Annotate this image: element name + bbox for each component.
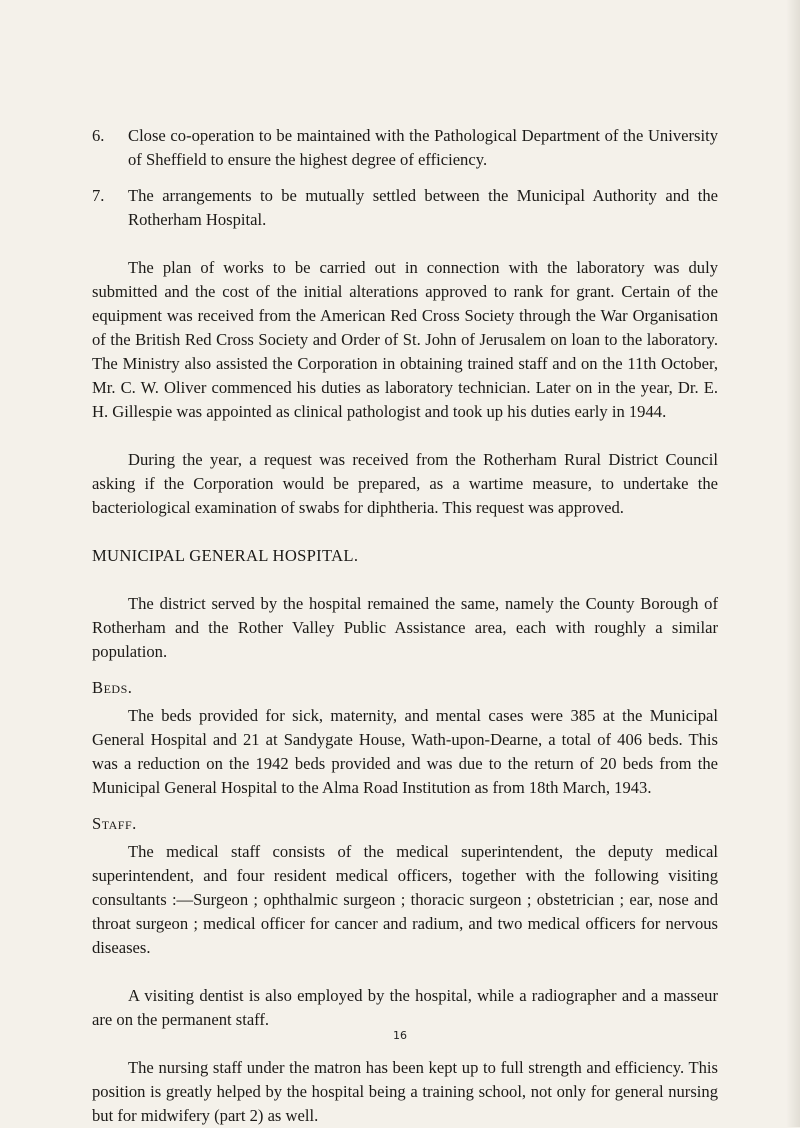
paragraph-district: The district served by the hospital remained the same, namely the County Borough of Rotherham and the Rother Valley Public Assistance area, each with roughly a similar population. [92, 594, 718, 661]
paragraph-plan: The plan of works to be carried out in connection with the laboratory was duly submitted and the cost of the initial alterations approved to rank for grant. Certain of the equipment was received from the American Red Cross Society through the War Organisation of the British Red Cross Society and Order of St. John of Jerusalem on loan to the laboratory. The Ministry also assisted the Corporation in obtaining trained staff and on the 11th October, Mr. C. W. Oliver commenced his duties as laboratory technician. Later on in the year, Dr. E. H. Gillespie was appointed as clinical pathologist and took up his duties early in 1944. [92, 258, 718, 421]
paragraph-nursing: The nursing staff under the matron has been kept up to full strength and efficiency. This position is greatly helped by the hospital being a training school, not only for general nursing but for midwifery (part 2) as well. [92, 1058, 718, 1125]
paragraph-request: During the year, a request was received from the Rotherham Rural District Council asking if the Corporation would be prepared, as a wartime measure, to undertake the bacteriological examination of swabs for diphtheria. This request was approved. [92, 450, 718, 517]
paragraph-staff: The medical staff consists of the medical superintendent, the deputy medical superintendent, and four resident medical officers, together with the following visiting consultants :—Surgeon ; ophthalmic surgeon ; thoracic surgeon ; obstetrician ; ear, nose and throat surgeon ; medical officer for cancer and radium, and two medical officers for nervous diseases. [92, 842, 718, 957]
paragraph-beds: The beds provided for sick, maternity, and mental cases were 385 at the Municipal General Hospital and 21 at Sandygate House, Wath-upon-Dearne, a total of 406 beds. This was a reduction on the 1942 beds provided and was due to the return of 20 beds from the Municipal General Hospital to the Alma Road Institution as from 18th March, 1943. [92, 706, 718, 797]
paragraph-dentist: A visiting dentist is also employed by the hospital, while a radiographer and a masseur are on the permanent staff. [92, 986, 718, 1029]
section-heading-hospital: MUNICIPAL GENERAL HOSPITAL. [92, 546, 359, 565]
subheading-beds: Beds. [92, 678, 133, 697]
item-number: 7. [92, 186, 105, 205]
numbered-item-7 [92, 184, 718, 232]
item-number: 6. [92, 126, 105, 145]
subheading-staff: Staff. [92, 814, 137, 833]
page-number: 16 [393, 1029, 407, 1042]
item-text: Close co-operation to be maintained with the Pathological Department of the University of Sheffield to ensure the highest degree of efficiency. [128, 126, 718, 169]
item-text: The arrangements to be mutually settled between the Municipal Authority and the Rotherham Hospital. [128, 186, 718, 229]
document-page [92, 124, 718, 1128]
numbered-item-6 [92, 124, 718, 172]
page-edge-shadow [786, 0, 800, 1127]
